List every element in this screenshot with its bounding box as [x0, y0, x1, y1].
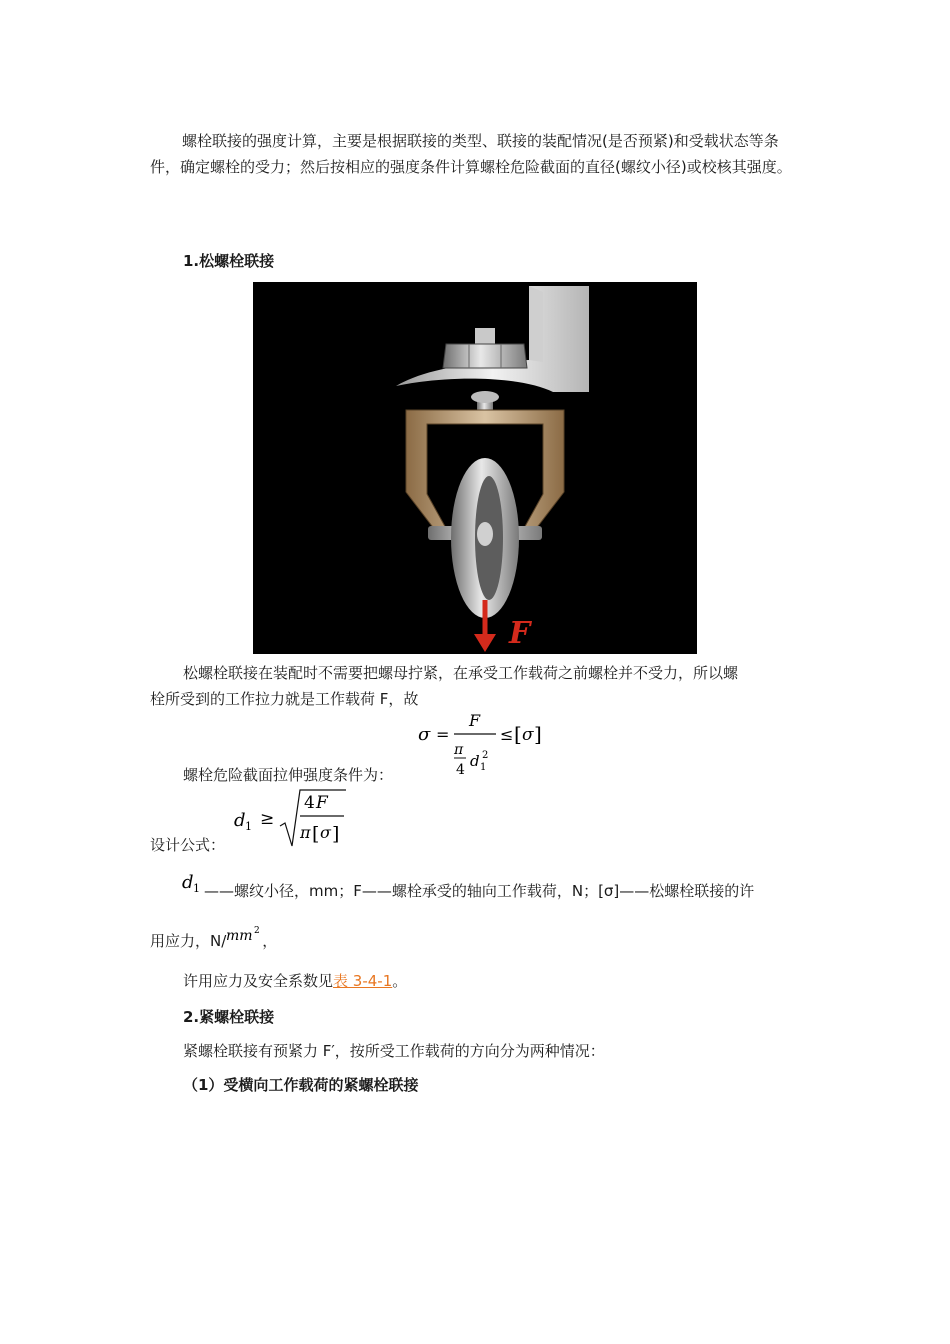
svg-text:]: ]: [534, 722, 542, 746]
svg-text:4: 4: [304, 793, 315, 813]
svg-text:1: 1: [193, 882, 200, 895]
sub-heading-transverse-load: （1）受横向工作载荷的紧螺栓联接: [183, 1076, 419, 1094]
svg-text:mm: mm: [226, 928, 253, 944]
svg-text:=: =: [436, 725, 450, 744]
design-formula-label: 设计公式：: [150, 836, 226, 854]
force-label: F: [509, 616, 531, 651]
svg-text:σ: σ: [418, 724, 431, 745]
loose-bolt-figure: [253, 282, 697, 654]
force-arrow-head: [474, 634, 496, 652]
svg-text:≤: ≤: [500, 725, 514, 744]
svg-text:[: [: [514, 722, 522, 746]
svg-text:d: d: [470, 752, 480, 770]
svg-text:F: F: [469, 711, 481, 730]
design-formula: [228, 786, 352, 850]
svg-text:1: 1: [245, 820, 252, 833]
svg-text:F: F: [316, 793, 328, 813]
reference-prefix: 许用应力及安全系数见: [183, 972, 334, 990]
d1-symbol: [180, 870, 206, 898]
reference-suffix: 。: [392, 972, 408, 990]
section-heading-loose-bolt: 1.松螺栓联接: [183, 252, 275, 270]
svg-text:1: 1: [480, 762, 487, 773]
unit-suffix: ，: [262, 932, 278, 950]
svg-text:σ: σ: [522, 725, 534, 745]
svg-text:[: [: [312, 823, 320, 845]
svg-text:2: 2: [254, 926, 261, 936]
variable-definitions-line1: ——螺纹小径，mm；F——螺栓承受的轴向工作载荷，N；[σ]——松螺栓联接的许: [204, 882, 755, 900]
svg-text:d: d: [234, 810, 246, 831]
table-3-4-1-link[interactable]: 表 3-4-1: [333, 972, 393, 990]
nut: [443, 344, 527, 368]
bolt-thread-end: [475, 328, 495, 344]
section-heading-tight-bolt: 2.紧螺栓联接: [183, 1008, 275, 1026]
intro-paragraph: 螺栓联接的强度计算，主要是根据联接的类型、联接的装配情况(是否预紧)和受载状态等条件，确定螺栓的受力；然后按相应的强度条件计算螺栓危险截面的直径(螺纹小径)或校核其强度。: [150, 132, 792, 176]
strength-condition-label: 螺栓危险截面拉伸强度条件为：: [183, 766, 394, 784]
stress-formula: [410, 708, 560, 784]
svg-text:π: π: [454, 742, 464, 758]
svg-text:π: π: [300, 823, 311, 842]
unit-prefix: 用应力，N/: [150, 932, 227, 950]
svg-text:4: 4: [456, 762, 465, 778]
tight-bolt-paragraph: 紧螺栓联接有预紧力 F′，按所受工作载荷的方向分为两种情况：: [183, 1042, 605, 1060]
svg-text:σ: σ: [320, 823, 331, 842]
svg-text:]: ]: [332, 823, 340, 845]
loose-bolt-paragraph-line2: 栓所受到的工作拉力就是工作载荷 F，故: [150, 690, 419, 708]
svg-text:≥: ≥: [260, 809, 275, 829]
svg-text:2: 2: [482, 750, 489, 761]
svg-text:d: d: [182, 872, 194, 893]
pulley-illustration: [253, 282, 697, 654]
variable-definitions-line2: [150, 926, 277, 952]
loose-bolt-paragraph-line1: 松螺栓联接在装配时不需要把螺母拧紧，在承受工作载荷之前螺栓并不受力，所以螺: [183, 664, 739, 682]
reference-line: [183, 970, 407, 992]
mm2-symbol: [226, 926, 262, 948]
